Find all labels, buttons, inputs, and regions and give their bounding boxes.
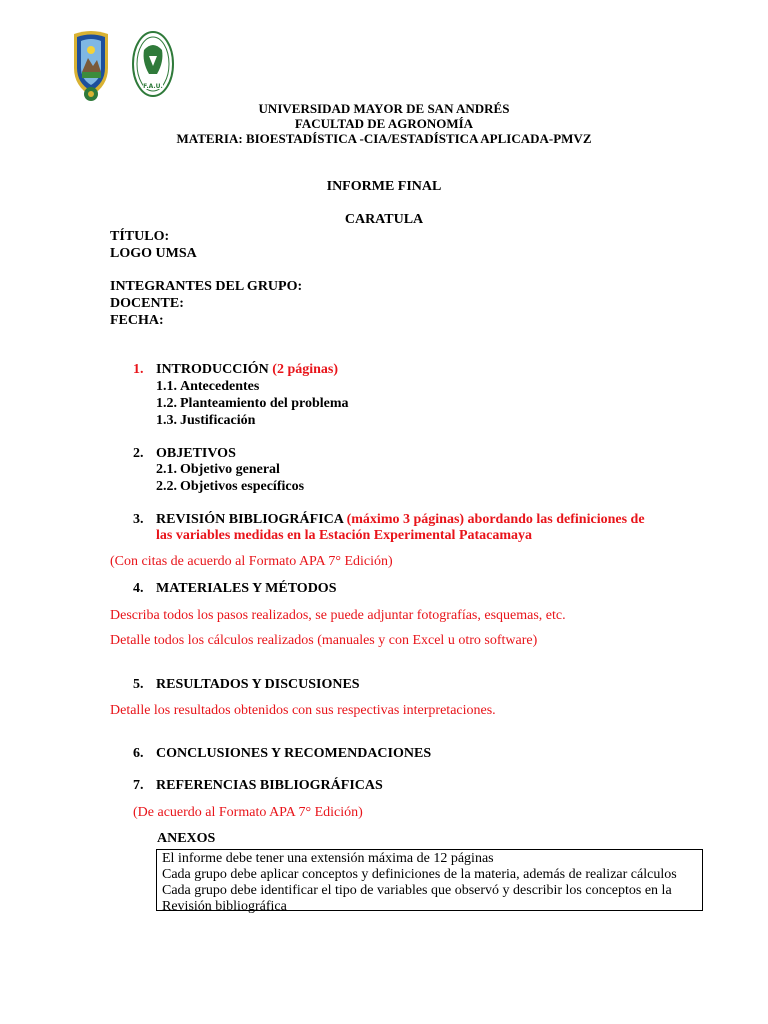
section-5-title: RESULTADOS Y DISCUSIONES xyxy=(156,677,360,692)
section-6-number: 6. xyxy=(133,746,144,761)
subsection-2-2-title: Objetivos específicos xyxy=(180,479,305,494)
course-name: MATERIA: BIOESTADÍSTICA -CIA/ESTADÍSTICA APLICADA-PMVZ xyxy=(176,131,592,146)
umsa-seal-icon xyxy=(66,28,116,104)
subsection-2-1-number: 2.1. xyxy=(156,462,177,477)
section-4-note-1: Describa todos los pasos realizados, se puede adjuntar fotografías, esquemas, etc. xyxy=(110,608,566,623)
field-integrantes: INTEGRANTES DEL GRUPO: xyxy=(110,279,303,294)
field-docente: DOCENTE: xyxy=(110,296,184,311)
subsection-2-1-title: Objetivo general xyxy=(180,462,280,477)
section-3-number: 3. xyxy=(133,512,144,527)
faculty-name: FACULTAD DE AGRONOMÍA xyxy=(294,116,474,131)
anexos-box xyxy=(156,849,703,914)
anexos-line: El informe debe tener una extensión máxima de 12 páginas xyxy=(162,851,494,866)
section-7-title: REFERENCIAS BIBLIOGRÁFICAS xyxy=(156,778,383,793)
section-1-note: (2 páginas) xyxy=(272,362,339,377)
section-4-note-2: Detalle todos los cálculos realizados (manuales y con Excel u otro software) xyxy=(110,633,538,648)
university-name: UNIVERSIDAD MAYOR DE SAN ANDRÉS xyxy=(258,101,510,116)
subsection-1-2-number: 1.2. xyxy=(156,396,177,411)
section-5-note: Detalle los resultados obtenidos con sus respectivas interpretaciones. xyxy=(110,703,496,718)
section-7-number: 7. xyxy=(133,778,144,793)
section-5-number: 5. xyxy=(133,677,144,692)
section-3-title: REVISIÓN BIBLIOGRÁFICA xyxy=(156,512,344,527)
section-3-citation: (Con citas de acuerdo al Formato APA 7° Edición) xyxy=(110,554,393,569)
section-3-note-1: (máximo 3 páginas) abordando las definiciones de xyxy=(346,512,645,527)
section-4-number: 4. xyxy=(133,581,144,596)
subsection-1-2-title: Planteamiento del problema xyxy=(180,396,349,411)
anexos-line: Revisión bibliográfica xyxy=(162,899,287,914)
section-6-title: CONCLUSIONES Y RECOMENDACIONES xyxy=(156,746,432,761)
field-logo: LOGO UMSA xyxy=(110,246,197,261)
section-1-title: INTRODUCCIÓN xyxy=(156,362,269,377)
section-3-note-2: las variables medidas en la Estación Experimental Patacamaya xyxy=(156,528,533,543)
anexos-line: Cada grupo debe aplicar conceptos y definiciones de la materia, además de realizar cálculos xyxy=(162,867,677,882)
section-1-heading xyxy=(156,362,338,378)
section-7-note: (De acuerdo al Formato APA 7° Edición) xyxy=(133,805,363,820)
field-titulo: TÍTULO: xyxy=(110,229,170,244)
section-4-title: MATERIALES Y MÉTODOS xyxy=(156,581,337,596)
section-1-number: 1. xyxy=(133,362,144,377)
subsection-1-3-title: Justificación xyxy=(180,413,256,428)
section-2-number: 2. xyxy=(133,446,144,461)
svg-text:F.A.U.: F.A.U. xyxy=(143,83,163,90)
cover-title: CARATULA xyxy=(344,212,424,227)
anexos-line: Cada grupo debe identificar el tipo de variables que observó y describir los conceptos en la xyxy=(162,883,672,898)
subsection-2-2-number: 2.2. xyxy=(156,479,177,494)
section-3-heading xyxy=(156,512,645,528)
subsection-1-1-title: Antecedentes xyxy=(180,379,260,394)
field-fecha: FECHA: xyxy=(110,313,164,328)
subsection-1-3-number: 1.3. xyxy=(156,413,177,428)
subsection-1-1-number: 1.1. xyxy=(156,379,177,394)
report-title: INFORME FINAL xyxy=(326,179,442,194)
fagro-seal-icon xyxy=(131,30,175,100)
anexos-title: ANEXOS xyxy=(157,831,216,846)
section-2-title: OBJETIVOS xyxy=(156,446,236,461)
